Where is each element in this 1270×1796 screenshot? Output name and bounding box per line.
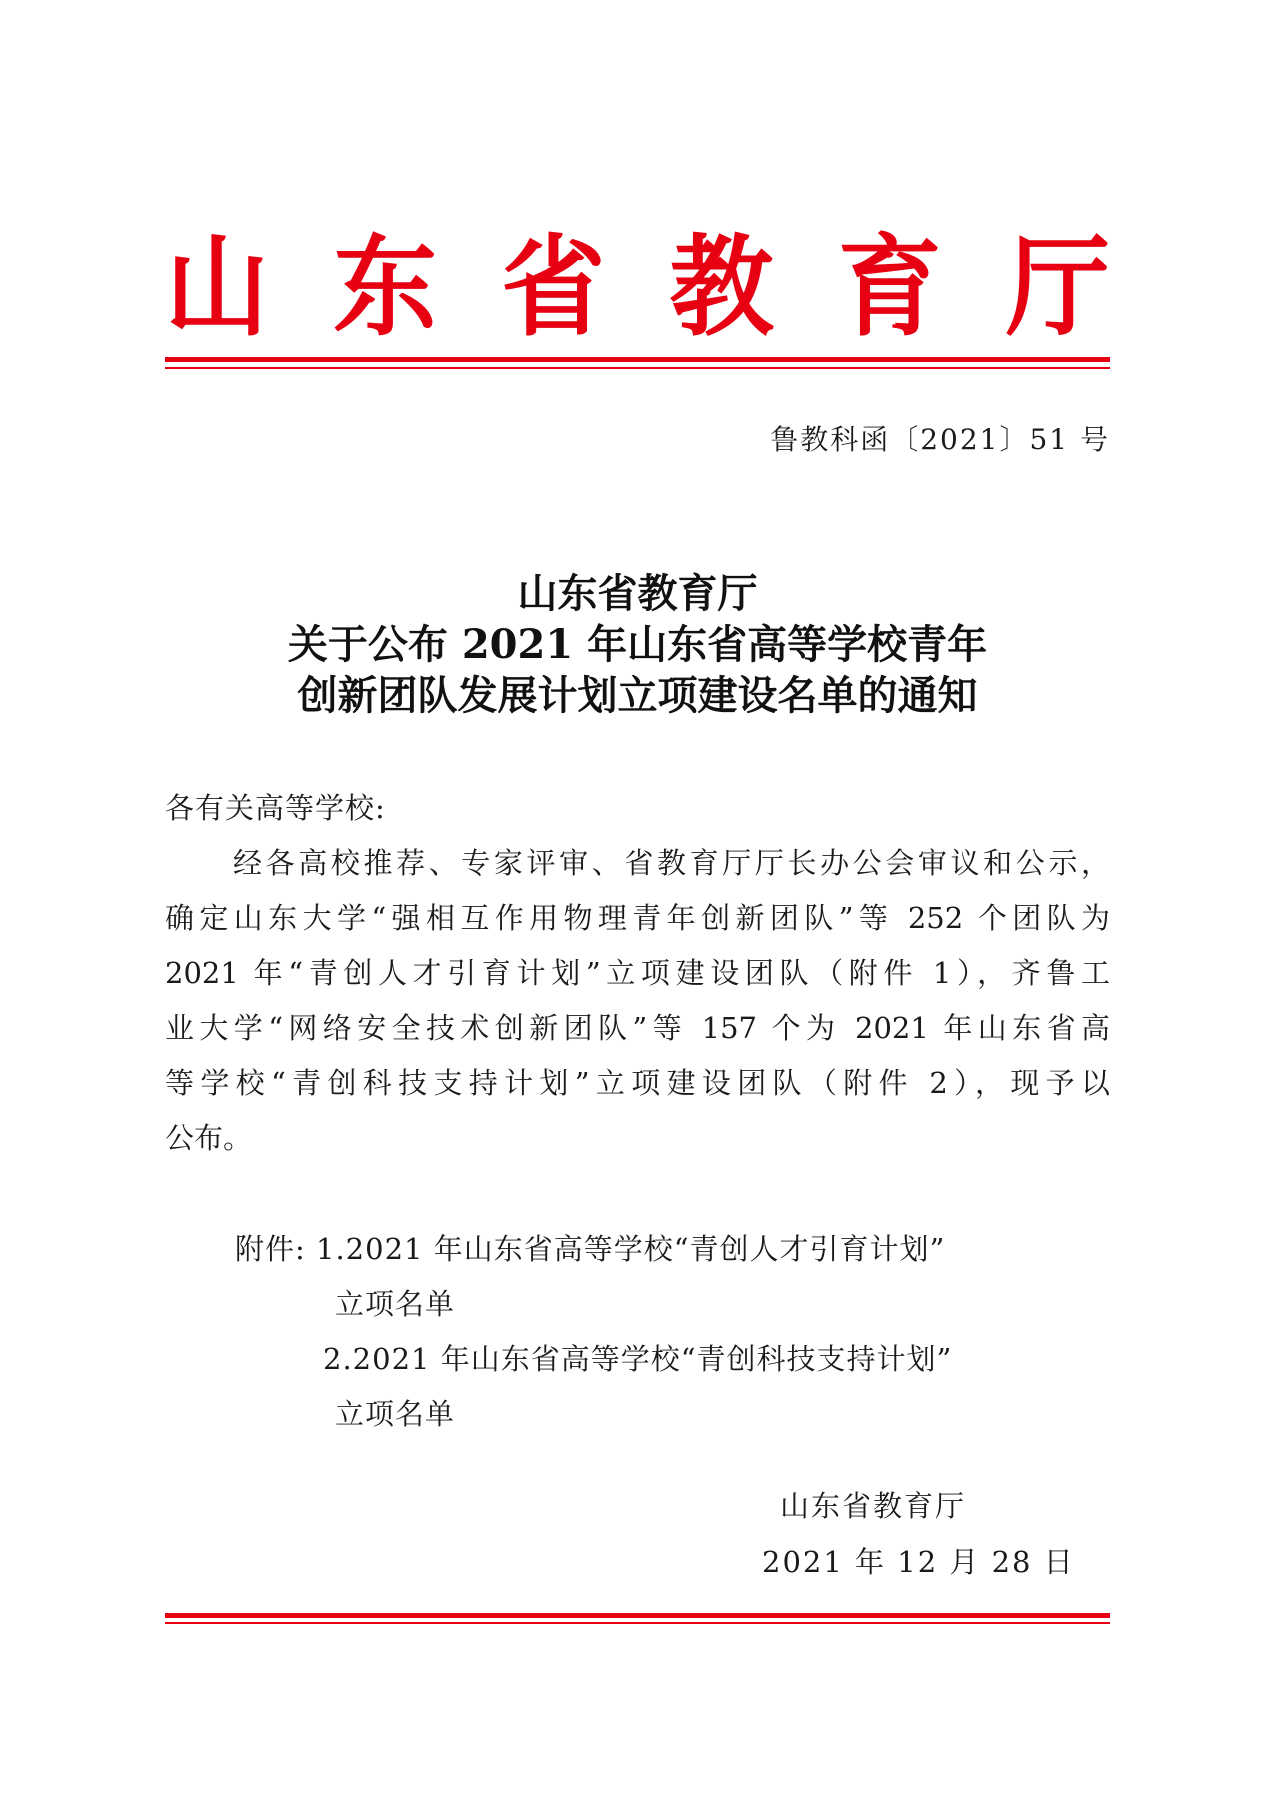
attachment-item-1 <box>235 1222 952 1277</box>
body-line: 业大学“网络安全技术创新团队”等 157 个为 2021 年山东省高 <box>165 1011 1110 1045</box>
issuing-organization: 山东省教育厅 <box>780 1489 967 1523</box>
attachment-1-continuation: 立项名单 <box>335 1287 456 1321</box>
masthead-char: 东 <box>333 221 438 352</box>
title-line-2: 关于公布 2021 年山东省高等学校青年 <box>287 621 988 668</box>
header-divider-thin <box>165 367 1110 369</box>
title-line-3: 创新团队发展计划立项建设名单的通知 <box>297 672 978 719</box>
header-divider-thick <box>165 357 1110 362</box>
masthead-char: 山 <box>165 221 270 352</box>
attachments-label: 附件: <box>235 1232 306 1266</box>
letterhead-masthead <box>165 222 1110 352</box>
document-number: 鲁教科函〔2021〕51 号 <box>770 423 1110 456</box>
masthead-char: 育 <box>837 221 942 352</box>
attachment-1-title: 1.2021 年山东省高等学校“青创人才引育计划” <box>316 1232 946 1266</box>
body-line: 确定山东大学“强相互作用物理青年创新团队”等 252 个团队为 <box>165 901 1110 935</box>
body-paragraph <box>165 836 1110 1166</box>
salutation: 各有关高等学校: <box>165 791 386 825</box>
signature-block <box>762 1478 1075 1590</box>
document-title <box>165 568 1110 721</box>
attachment-2-continuation: 立项名单 <box>335 1397 456 1431</box>
body-line: 2021 年“青创人才引育计划”立项建设团队（附件 1），齐鲁工 <box>165 956 1110 990</box>
issue-date: 2021 年 12 月 28 日 <box>762 1545 1075 1579</box>
footer-divider-thin <box>165 1622 1110 1624</box>
masthead-char: 厅 <box>1005 221 1110 352</box>
footer-divider-thick <box>165 1613 1110 1618</box>
attachment-2-title: 2.2021 年山东省高等学校“青创科技支持计划” <box>323 1342 953 1376</box>
body-line: 经各高校推荐、专家评审、省教育厅厅长办公会审议和公示， <box>233 846 1110 880</box>
masthead-char: 省 <box>501 221 606 352</box>
masthead-char: 教 <box>669 221 774 352</box>
body-line: 公布。 <box>165 1121 253 1155</box>
body-line: 等学校“青创科技支持计划”立项建设团队（附件 2），现予以 <box>165 1066 1110 1100</box>
attachments-list <box>235 1222 952 1442</box>
title-line-1: 山东省教育厅 <box>517 570 758 617</box>
